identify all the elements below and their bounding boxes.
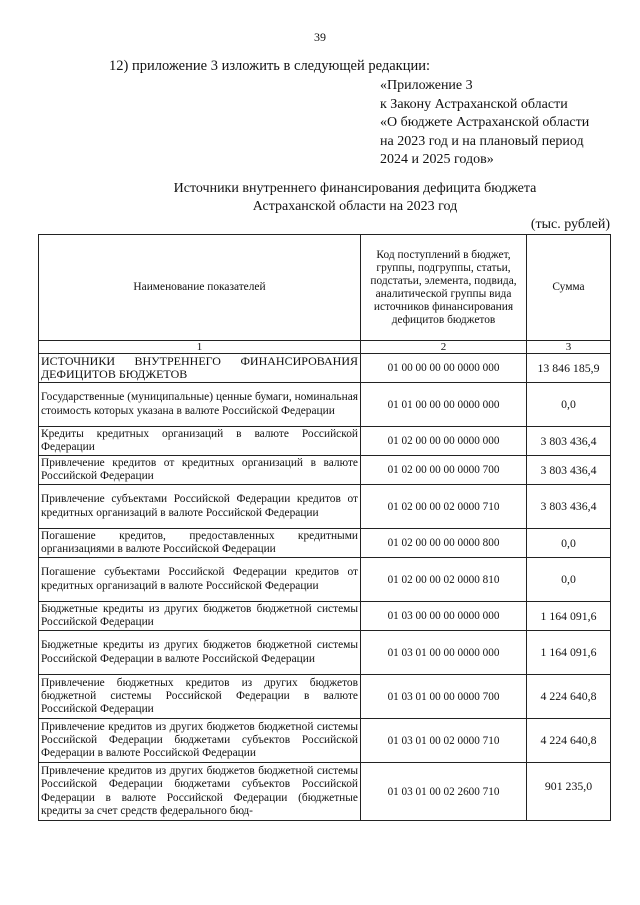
row-name: ИСТОЧНИКИ ВНУТРЕННЕГО ФИНАНСИРОВАНИЯ ДЕФИЦИТОВ БЮДЖЕТОВ xyxy=(39,354,361,383)
header-row xyxy=(39,235,611,341)
row-code: 01 03 01 00 02 0000 710 xyxy=(361,719,527,763)
row-sum: 0,0 xyxy=(527,558,611,602)
row-sum: 4 224 640,8 xyxy=(527,719,611,763)
row-name: Государственные (муниципальные) ценные бумаги, номинальная стоимость которых указана в валюте Российской Федерации xyxy=(39,383,361,427)
appendix-line: к Закону Астраханской области xyxy=(380,96,568,112)
row-name: Привлечение бюджетных кредитов из других бюджетов бюджетной системы Российской Федерации в валюте Российской Федерации xyxy=(39,675,361,719)
title-line-2: Астраханской области на 2023 год xyxy=(252,199,458,214)
intro-text: 12) приложение 3 изложить в следующей редакции: xyxy=(109,58,431,74)
row-name: Кредиты кредитных организаций в валюте Российской Федерации xyxy=(39,427,361,456)
header-name: Наименование показателей xyxy=(39,235,361,341)
row-sum: 13 846 185,9 xyxy=(527,354,611,383)
table-row xyxy=(39,427,611,456)
row-code: 01 02 00 00 02 0000 810 xyxy=(361,558,527,602)
table-row xyxy=(39,763,611,821)
row-name: Погашение субъектами Российской Федерации кредитов от кредитных организаций в валюте Российской Федерации xyxy=(39,558,361,602)
table-row xyxy=(39,354,611,383)
row-name: Привлечение субъектами Российской Федерации кредитов от кредитных организаций в валюте Российской Федерации xyxy=(39,485,361,529)
column-number: 3 xyxy=(527,341,611,354)
row-sum: 0,0 xyxy=(527,529,611,558)
row-sum: 1 164 091,6 xyxy=(527,631,611,675)
row-code: 01 02 00 00 00 0000 700 xyxy=(361,456,527,485)
table-row xyxy=(39,456,611,485)
row-name: Бюджетные кредиты из других бюджетов бюджетной системы Российской Федерации xyxy=(39,602,361,631)
row-sum: 3 803 436,4 xyxy=(527,427,611,456)
row-sum: 4 224 640,8 xyxy=(527,675,611,719)
table-row xyxy=(39,602,611,631)
appendix-line: «О бюджете Астраханской области xyxy=(380,115,590,130)
column-number-row xyxy=(39,341,611,354)
document-title xyxy=(150,180,560,216)
row-sum: 0,0 xyxy=(527,383,611,427)
row-name: Привлечение кредитов из других бюджетов бюджетной системы Российской Федерации бюджетами субъектов Российской Федерации в валюте Российской Федерации xyxy=(39,719,361,763)
table-row xyxy=(39,383,611,427)
appendix-line: на 2023 год и на плановый период xyxy=(380,133,584,149)
row-name: Привлечение кредитов из других бюджетов бюджетной системы Российской Федерации бюджетами субъектов Российской Федерации в валюте Российской Федерации (бюджетные кредиты за счет средств федерального бюд- xyxy=(39,763,361,821)
units-label: (тыс. рублей) xyxy=(530,217,610,232)
row-code: 01 03 01 00 00 0000 700 xyxy=(361,675,527,719)
row-code: 01 01 00 00 00 0000 000 xyxy=(361,383,527,427)
header-sum: Сумма xyxy=(527,235,611,341)
row-name: Привлечение кредитов от кредитных организаций в валюте Российской Федерации xyxy=(39,456,361,485)
table-row xyxy=(39,719,611,763)
table-row xyxy=(39,529,611,558)
row-code: 01 02 00 00 00 0000 000 xyxy=(361,427,527,456)
appendix-line: «Приложение 3 xyxy=(380,78,473,93)
header-code: Код поступлений в бюджет, группы, подгруппы, статьи, подстатьи, элемента, подвида, аналитической группы вида источников финансирования дефицитов бюджетов xyxy=(361,235,527,341)
row-code: 01 00 00 00 00 0000 000 xyxy=(361,354,527,383)
row-name: Бюджетные кредиты из других бюджетов бюджетной системы Российской Федерации в валюте Российской Федерации xyxy=(39,631,361,675)
column-number: 2 xyxy=(361,341,527,354)
row-sum: 1 164 091,6 xyxy=(527,602,611,631)
row-sum: 3 803 436,4 xyxy=(527,456,611,485)
appendix-reference xyxy=(380,77,589,170)
table-row xyxy=(39,675,611,719)
financing-sources-table xyxy=(38,234,611,821)
row-name: Погашение кредитов, предоставленных кредитными организациями в валюте Российской Федерации xyxy=(39,529,361,558)
column-number: 1 xyxy=(39,341,361,354)
table-row xyxy=(39,631,611,675)
appendix-line: 2024 и 2025 годов» xyxy=(380,152,494,167)
row-sum: 3 803 436,4 xyxy=(527,485,611,529)
table-row xyxy=(39,558,611,602)
page-number: 39 xyxy=(314,30,326,44)
title-line-1: Источники внутреннего финансирования дефицита бюджета xyxy=(173,181,537,196)
table-row xyxy=(39,485,611,529)
row-code: 01 02 00 00 00 0000 800 xyxy=(361,529,527,558)
row-sum: 901 235,0 xyxy=(527,763,611,821)
row-code: 01 03 00 00 00 0000 000 xyxy=(361,602,527,631)
row-code: 01 03 01 00 00 0000 000 xyxy=(361,631,527,675)
row-code: 01 03 01 00 02 2600 710 xyxy=(361,763,527,821)
row-code: 01 02 00 00 02 0000 710 xyxy=(361,485,527,529)
